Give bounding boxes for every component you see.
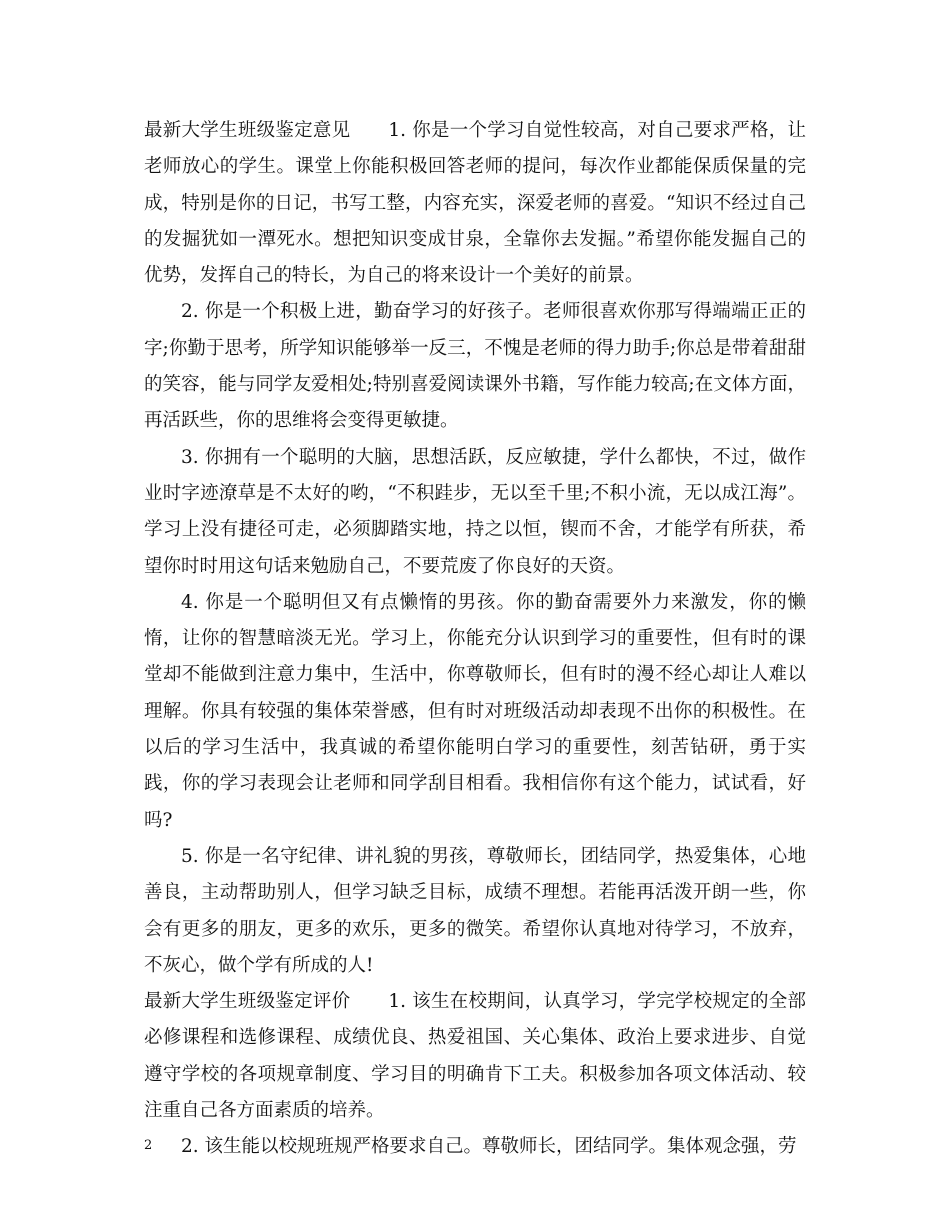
section2-first-paragraph (144, 984, 806, 1129)
section1-para4: 4. 你是一个聪明但又有点懒惰的男孩。你的勤奋需要外力来激发，你的懒惰，让你的智慧暗淡无光。学习上，你能充分认识到学习的重要性，但有时的课堂却不能做到注意力集中，生活中，你尊敬师长，但有时的漫不经心却让人难以理解。你具有较强的集体荣誉感，但有时对班级活动却表现不出你的积极性。在以后的学习生活中，我真诚的希望你能明白学习的重要性，刻苦钻研，勇于实践，你的学习表现会让老师和同学刮目相看。我相信你有这个能力，试试看，好吗? (144, 591, 806, 831)
section1-para3: 3. 你拥有一个聪明的大脑，思想活跃，反应敏捷，学什么都快，不过，做作业时字迹潦草是不太好的哟，“不积跬步，无以至千里;不积小流，无以成江海”。学习上没有捷径可走，必须脚踏实地，持之以恒，锲而不舍，才能学有所获，希望你时时用这句话来勉励自己，不要荒废了你良好的天资。 (144, 446, 806, 577)
section2-para2: 2. 该生能以校规班规严格要求自己。尊敬师长，团结同学。集体观念强，劳 (181, 1136, 797, 1158)
section1-para1: 1. 你是一个学习自觉性较高，对自己要求严格，让老师放心的学生。课堂上你能积极回答老师的提问，每次作业都能保质保量的完成，特别是你的日记，书写工整，内容充实，深爱老师的喜爱。“知识不经过自己的发掘犹如一潭死水。想把知识变成甘泉，全靠你去发掘。”希望你能发掘自己的优势，发挥自己的特长，为自己的将来设计一个美好的前景。 (144, 120, 806, 287)
section2-para1: 1. 该生在校期间，认真学习，学完学校规定的全部必修课程和选修课程、成绩优良、热爱祖国、关心集体、政治上要求进步、自觉遵守学校的各项规章制度、学习目的明确肯下工夫。积极参加各项文体活动、较注重自己各方面素质的培养。 (144, 991, 806, 1122)
section1-first-paragraph (144, 113, 806, 294)
section2-title: 最新大学生班级鉴定评价 (144, 991, 351, 1013)
section1-title: 最新大学生班级鉴定意见 (144, 120, 351, 141)
section1-para5: 5. 你是一名守纪律、讲礼貌的男孩，尊敬师长，团结同学，热爱集体，心地善良，主动帮助别人，但学习缺乏目标，成绩不理想。若能再活泼开朗一些，你会有更多的朋友，更多的欢乐，更多的微笑。希望你认真地对待学习，不放弃，不灰心，做个学有所成的人! (144, 845, 806, 976)
section1-para2: 2. 你是一个积极上进，勤奋学习的好孩子。老师很喜欢你那写得端端正正的字;你勤于思考，所学知识能够举一反三，不愧是老师的得力助手;你总是带着甜甜的笑容，能与同学友爱相处;特别喜爱阅读课外书籍，写作能力较高;在文体方面，再活跃些，你的思维将会变得更敏捷。 (144, 301, 806, 432)
document-body (144, 113, 806, 1166)
page-number: 2 (144, 1138, 153, 1153)
